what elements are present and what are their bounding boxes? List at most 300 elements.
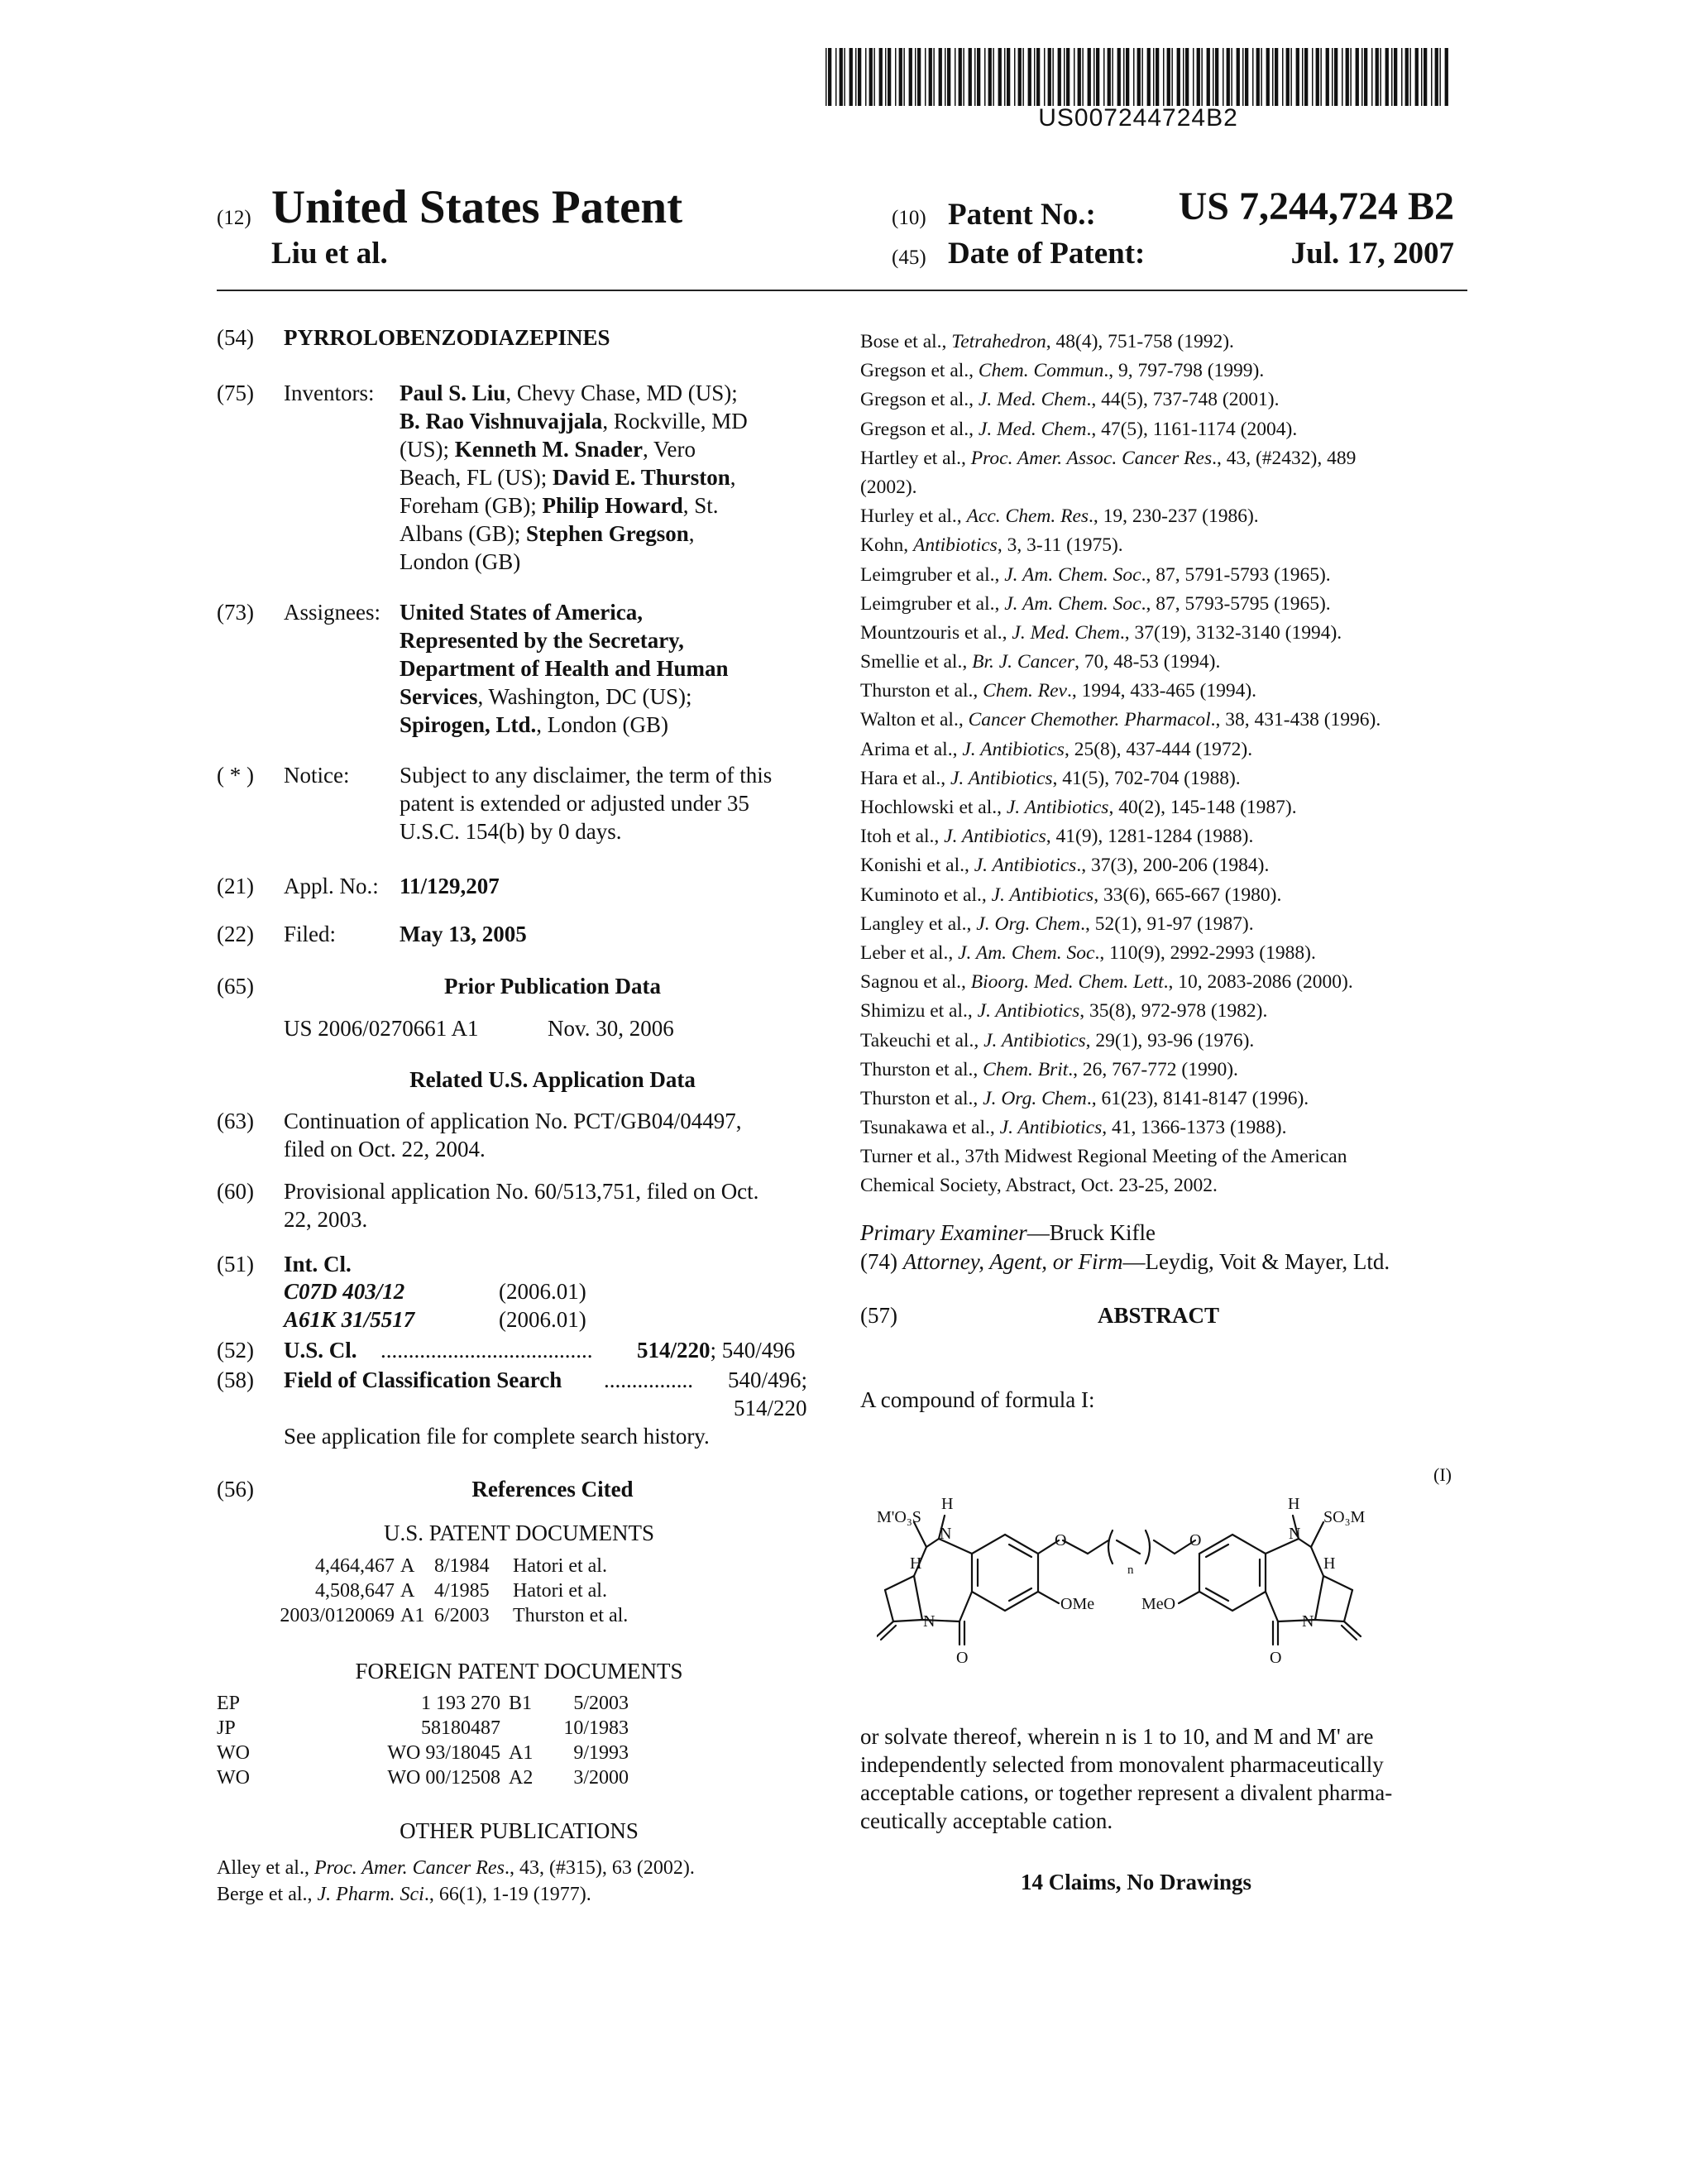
barcode-bar bbox=[1290, 48, 1292, 106]
barcode-bar bbox=[1242, 48, 1244, 106]
reference-item bbox=[860, 997, 1472, 1026]
barcode-bar bbox=[1007, 48, 1010, 106]
journal-name: J. Antibiotics bbox=[983, 1029, 1086, 1051]
notice-text bbox=[400, 761, 821, 845]
barcode-bar bbox=[1252, 48, 1254, 106]
barcode-bar bbox=[1296, 48, 1299, 106]
barcode-bar bbox=[1213, 48, 1214, 106]
us-doc-no: 4,508,647 bbox=[315, 1580, 395, 1602]
journal-name: Antibiotics bbox=[912, 534, 998, 557]
citation-text: , 3, 3-11 (1975). bbox=[997, 534, 1123, 557]
citation-text: Sagnou et al., bbox=[860, 971, 971, 994]
citation-text: , 29(1), 93-96 (1976). bbox=[1085, 1029, 1255, 1051]
reference-item bbox=[860, 473, 1472, 502]
citation-text: Hara et al., bbox=[860, 767, 950, 789]
inventor-text: , St. bbox=[682, 493, 719, 518]
provisional-line: Provisional application No. 60/513,751, filed on Oct. bbox=[284, 1179, 759, 1204]
barcode-bar bbox=[1153, 48, 1155, 106]
barcode-bar bbox=[1064, 48, 1065, 106]
citation-text: Leber et al., bbox=[860, 941, 959, 964]
us-doc-kind: A1 bbox=[400, 1605, 425, 1626]
us-cl-values bbox=[637, 1338, 795, 1363]
formula-n: N bbox=[940, 1525, 952, 1543]
journal-name: J. Antibiotics bbox=[1006, 797, 1109, 818]
notice-line: patent is extended or adjusted under 35 bbox=[400, 791, 749, 816]
journal-name: J. Med. Chem bbox=[978, 418, 1087, 440]
citation-text: Hochlowski et al., bbox=[860, 797, 1007, 818]
barcode-bar bbox=[1133, 48, 1135, 106]
abstract-heading: ABSTRACT bbox=[1098, 1303, 1220, 1328]
formula-h: H bbox=[1288, 1497, 1300, 1513]
us-doc-kind: A bbox=[400, 1580, 415, 1602]
chemical-structure-formula-i bbox=[877, 1497, 1456, 1688]
inventor-text: Philip Howard bbox=[542, 493, 683, 518]
citation-text: Shimizu et al., bbox=[860, 1000, 978, 1023]
inventor-line bbox=[400, 379, 821, 407]
field-search-value: 540/496; bbox=[728, 1367, 808, 1392]
barcode-bar bbox=[1123, 48, 1125, 106]
barcode-bar bbox=[1256, 48, 1260, 106]
foreign-doc-date: 9/1993 bbox=[573, 1742, 629, 1764]
reference-item bbox=[860, 444, 1472, 473]
barcode-bar bbox=[939, 48, 942, 106]
citation-text: , 48(4), 751-758 (1992). bbox=[1046, 331, 1234, 352]
journal-name: Proc. Amer. Assoc. Cancer Res bbox=[970, 447, 1213, 469]
citation-text: , 41, 1366-1373 (1988). bbox=[1102, 1117, 1287, 1139]
barcode-bar bbox=[1193, 48, 1194, 106]
barcode-bar bbox=[1409, 48, 1411, 106]
citation-text: Gregson et al., bbox=[860, 418, 979, 440]
examiner-name: —Bruck Kifle bbox=[1026, 1220, 1156, 1245]
int-cl-version: (2006.01) bbox=[499, 1307, 586, 1332]
barcode-bar bbox=[1185, 48, 1189, 106]
barcode-bar bbox=[873, 48, 875, 106]
citation-text: ., 19, 230-237 (1986). bbox=[1089, 505, 1259, 528]
reference-item bbox=[860, 386, 1472, 414]
patent-no-label: Patent No.: bbox=[948, 198, 1096, 232]
citation-text: , 25(8), 437-444 (1972). bbox=[1064, 738, 1253, 760]
code-63: (63) bbox=[217, 1109, 254, 1133]
continuation-line: Continuation of application No. PCT/GB04/04497, bbox=[284, 1109, 742, 1133]
barcode-bar bbox=[1034, 48, 1036, 106]
citation-text: , 41(5), 702-704 (1988). bbox=[1052, 767, 1241, 789]
barcode-bar bbox=[1245, 48, 1248, 106]
field-search-dots: ................ bbox=[604, 1367, 693, 1392]
barcode-bar bbox=[1163, 48, 1165, 106]
journal-name: J. Org. Chem bbox=[983, 1087, 1087, 1109]
citation-text: Berge et al., bbox=[217, 1884, 318, 1905]
barcode-bar bbox=[1376, 48, 1379, 106]
barcode-bar bbox=[1112, 48, 1113, 106]
abstract-intro: A compound of formula I: bbox=[860, 1387, 1095, 1412]
foreign-doc-cc: WO bbox=[217, 1767, 250, 1789]
journal-name: J. Antibiotics bbox=[962, 738, 1065, 760]
continuation-line: filed on Oct. 22, 2004. bbox=[284, 1137, 486, 1161]
notice-label: Notice: bbox=[284, 763, 350, 788]
barcode-bar bbox=[1394, 48, 1397, 106]
journal-name: J. Antibiotics bbox=[999, 1117, 1103, 1139]
barcode-bar bbox=[1326, 48, 1329, 106]
reference-item bbox=[860, 1027, 1472, 1056]
barcode-bar bbox=[840, 48, 843, 106]
formula-h: H bbox=[1323, 1554, 1336, 1573]
assignee-line bbox=[400, 682, 821, 711]
attorney-line bbox=[860, 1249, 1390, 1275]
journal-name: J. Org. Chem bbox=[976, 912, 1081, 935]
code-57: (57) bbox=[860, 1303, 897, 1328]
citation-text: Smellie et al., bbox=[860, 651, 973, 673]
barcode-bar bbox=[849, 48, 853, 106]
assignee-text: , London (GB) bbox=[536, 712, 669, 737]
barcode-bar bbox=[885, 48, 887, 106]
reference-item bbox=[860, 881, 1472, 910]
barcode-bar bbox=[1141, 48, 1143, 106]
date-label: Date of Patent: bbox=[948, 237, 1146, 271]
barcode-bar bbox=[933, 48, 935, 106]
int-cl-label: Int. Cl. bbox=[284, 1252, 352, 1276]
barcode-bar bbox=[1231, 48, 1232, 106]
inventor-line bbox=[400, 520, 821, 548]
citation-text: ., 10, 2083-2086 (2000). bbox=[1163, 971, 1353, 994]
foreign-doc-no: WO 93/18045 bbox=[387, 1742, 500, 1764]
inventor-text: David E. Thurston bbox=[552, 465, 730, 490]
citation-text: ., 43, (#2432), 489 bbox=[1212, 447, 1357, 469]
notice-line: U.S.C. 154(b) by 0 days. bbox=[400, 819, 622, 844]
barcode-bar bbox=[974, 48, 976, 106]
barcode-bar bbox=[1272, 48, 1274, 106]
barcode-bar bbox=[1346, 48, 1349, 106]
citation-text: Hartley et al., bbox=[860, 447, 971, 469]
inventor-text: London (GB) bbox=[400, 549, 521, 574]
assignee-line bbox=[400, 711, 821, 739]
formula-h: H bbox=[941, 1497, 954, 1513]
reference-item bbox=[860, 561, 1472, 590]
barcode-bar bbox=[929, 48, 932, 106]
examiner-line bbox=[860, 1220, 1156, 1246]
citation-text: ., 38, 431-438 (1996). bbox=[1210, 709, 1381, 731]
barcode-bar bbox=[865, 48, 867, 106]
barcode-bar bbox=[1380, 48, 1381, 106]
barcode-bar bbox=[903, 48, 905, 106]
us-doc-date: 4/1985 bbox=[434, 1580, 490, 1602]
prior-pub-date: Nov. 30, 2006 bbox=[548, 1016, 674, 1041]
code-notice: ( * ) bbox=[217, 763, 254, 788]
reference-item bbox=[860, 328, 1472, 357]
us-cl-dots: ...................................... bbox=[380, 1338, 593, 1363]
inventor-text: Foreham (GB); bbox=[400, 493, 543, 518]
citation-text: Takeuchi et al., bbox=[860, 1029, 984, 1051]
journal-name: J. Antibiotics bbox=[991, 884, 1094, 906]
reference-item bbox=[860, 793, 1472, 822]
barcode-bar bbox=[1171, 48, 1173, 106]
barcode-bar bbox=[1439, 48, 1441, 106]
other-pub-item bbox=[217, 1857, 695, 1880]
reference-item bbox=[860, 939, 1472, 968]
provisional-line: 22, 2003. bbox=[284, 1207, 368, 1232]
citation-text: (2002). bbox=[860, 476, 917, 498]
barcode-bar bbox=[1058, 48, 1061, 106]
barcode-bar bbox=[1156, 48, 1159, 106]
citation-text: ., 37(3), 200-206 (1984). bbox=[1076, 855, 1270, 877]
inventor-text: , bbox=[688, 521, 695, 546]
journal-name: Chem. Brit bbox=[983, 1058, 1069, 1080]
inventor-line bbox=[400, 407, 821, 435]
continuation-text bbox=[284, 1107, 821, 1163]
barcode-bar bbox=[1424, 48, 1427, 106]
us-cl-secondary: ; 540/496 bbox=[710, 1338, 796, 1363]
barcode-bar bbox=[1137, 48, 1141, 106]
barcode-bar bbox=[879, 48, 883, 106]
reference-item bbox=[860, 502, 1472, 531]
citation-text: ., 44(5), 737-748 (2001). bbox=[1086, 389, 1280, 411]
citation-text: Leimgruber et al., bbox=[860, 563, 1005, 586]
assignees-label: Assignees: bbox=[284, 600, 380, 625]
formula-m-left: M'O₃S bbox=[877, 1508, 921, 1526]
barcode-bar bbox=[1088, 48, 1091, 106]
journal-name: Cancer Chemother. Pharmacol bbox=[968, 709, 1211, 731]
barcode-bar bbox=[1445, 48, 1448, 106]
journal-name: Br. J. Cancer bbox=[972, 651, 1075, 673]
assignee-line bbox=[400, 654, 821, 682]
reference-item bbox=[860, 590, 1472, 619]
barcode-bar bbox=[888, 48, 891, 106]
formula-ome: OMe bbox=[1060, 1595, 1095, 1613]
barcode-bar bbox=[1431, 48, 1433, 106]
barcode-bar bbox=[1167, 48, 1170, 106]
citation-text: ., 87, 5793-5795 (1965). bbox=[1141, 592, 1331, 615]
filed-label: Filed: bbox=[284, 922, 337, 946]
barcode-bar bbox=[1004, 48, 1006, 106]
barcode-bar bbox=[1126, 48, 1129, 106]
citation-text: Alley et al., bbox=[217, 1857, 314, 1879]
journal-name: J. Antibiotics bbox=[977, 1000, 1080, 1023]
inventor-line bbox=[400, 463, 821, 491]
barcode-bar bbox=[1350, 48, 1352, 106]
formula-label: (I) bbox=[1433, 1464, 1452, 1485]
barcode-bar bbox=[1197, 48, 1200, 106]
journal-name: J. Med. Chem bbox=[978, 389, 1087, 411]
code-22: (22) bbox=[217, 922, 254, 946]
barcode-bar bbox=[1286, 48, 1290, 106]
other-pubs-heading: OTHER PUBLICATIONS bbox=[400, 1818, 639, 1843]
barcode-bar bbox=[1237, 48, 1240, 106]
reference-item bbox=[860, 619, 1472, 648]
barcode-bar bbox=[1405, 48, 1409, 106]
citation-text: Tsunakawa et al., bbox=[860, 1117, 1000, 1139]
barcode-bar bbox=[1282, 48, 1284, 106]
citation-text: Turner et al., 37th Midwest Regional Meeting of the American bbox=[860, 1146, 1347, 1168]
inventor-text: (US); bbox=[400, 437, 455, 462]
code-51: (51) bbox=[217, 1252, 254, 1276]
notice-line: Subject to any disclaimer, the term of this bbox=[400, 763, 773, 788]
barcode-bar bbox=[1342, 48, 1343, 106]
filed-date: May 13, 2005 bbox=[400, 922, 527, 946]
barcode-bar bbox=[1018, 48, 1022, 106]
citation-text: Walton et al., bbox=[860, 709, 969, 731]
barcode-bar bbox=[1036, 48, 1040, 106]
barcode-bar bbox=[1361, 48, 1363, 106]
barcode-bar bbox=[947, 48, 950, 106]
inventor-text: Albans (GB); bbox=[400, 521, 526, 546]
formula-o: O bbox=[1270, 1649, 1282, 1667]
citation-text: Thurston et al., bbox=[860, 1087, 983, 1109]
barcode-bar bbox=[1215, 48, 1218, 106]
foreign-doc-date: 10/1983 bbox=[563, 1717, 629, 1739]
authors: Liu et al. bbox=[271, 237, 388, 271]
barcode-bar bbox=[1385, 48, 1389, 106]
code-21: (21) bbox=[217, 874, 254, 898]
foreign-doc-kind: B1 bbox=[509, 1693, 533, 1714]
barcode-bar bbox=[977, 48, 980, 106]
citation-text: Gregson et al., bbox=[860, 389, 979, 411]
barcode-bar bbox=[899, 48, 902, 106]
journal-name: J. Am. Chem. Soc bbox=[1004, 592, 1141, 615]
foreign-doc-no: WO 00/12508 bbox=[387, 1767, 500, 1789]
abstract-line: or solvate thereof, wherein n is 1 to 10, and M and M' are bbox=[860, 1724, 1374, 1749]
prior-pub-number: US 2006/0270661 A1 bbox=[284, 1016, 479, 1041]
citation-text: , 33(6), 665-667 (1980). bbox=[1093, 884, 1282, 906]
citation-text: Itoh et al., bbox=[860, 826, 945, 848]
code-58: (58) bbox=[217, 1367, 254, 1392]
barcode-bar bbox=[1320, 48, 1322, 106]
barcode-number: US007244724B2 bbox=[1038, 104, 1238, 132]
formula-m-right: SO₃M bbox=[1323, 1508, 1366, 1526]
barcode-bar bbox=[993, 48, 994, 106]
field-search-label: Field of Classification Search bbox=[284, 1367, 562, 1392]
code-65: (65) bbox=[217, 974, 254, 999]
barcode-bar bbox=[1266, 48, 1270, 106]
citation-text: Kuminoto et al., bbox=[860, 884, 992, 906]
foreign-doc-date: 3/2000 bbox=[573, 1767, 629, 1789]
other-pub-item bbox=[217, 1884, 591, 1906]
barcode-bar bbox=[858, 48, 861, 106]
inventor-text: Stephen Gregson bbox=[525, 521, 689, 546]
assignee-line bbox=[400, 598, 821, 626]
abstract-line: acceptable cations, or together represent a divalent pharma- bbox=[860, 1780, 1393, 1805]
barcode-bar bbox=[1078, 48, 1081, 106]
barcode-bar bbox=[1096, 48, 1099, 106]
barcode-bar bbox=[1147, 48, 1151, 106]
citation-text: ., 61(23), 8141-8147 (1996). bbox=[1086, 1087, 1309, 1109]
barcode-bar bbox=[1261, 48, 1262, 106]
references-list bbox=[860, 328, 1472, 1201]
reference-item bbox=[860, 648, 1472, 677]
inventors-list bbox=[400, 379, 821, 576]
reference-item bbox=[860, 677, 1472, 706]
formula-n: N bbox=[1289, 1525, 1301, 1543]
barcode-bar bbox=[1304, 48, 1308, 106]
document-type: United States Patent bbox=[271, 181, 683, 233]
attorney-name: —Leydig, Voit & Mayer, Ltd. bbox=[1122, 1249, 1390, 1274]
barcode-bar bbox=[1052, 48, 1054, 106]
barcode-bar bbox=[844, 48, 845, 106]
inventor-text: Kenneth M. Snader bbox=[454, 437, 644, 462]
citation-text: ., 66(1), 1-19 (1977). bbox=[424, 1884, 591, 1905]
barcode-bar bbox=[1022, 48, 1024, 106]
inventor-line bbox=[400, 491, 821, 520]
inventor-text: Beach, FL (US); bbox=[400, 465, 553, 490]
foreign-doc-no: 58180487 bbox=[421, 1717, 500, 1739]
inventor-text: , Chevy Chase, MD (US); bbox=[505, 381, 738, 405]
barcode-bar bbox=[1415, 48, 1419, 106]
barcode-bar bbox=[984, 48, 986, 106]
citation-text: Chemical Society, Abstract, Oct. 23-25, 2002. bbox=[860, 1175, 1218, 1197]
claims-summary: 14 Claims, No Drawings bbox=[1021, 1870, 1252, 1894]
code-12: (12) bbox=[217, 207, 251, 229]
reference-item bbox=[860, 1085, 1472, 1114]
code-74: (74) bbox=[860, 1249, 897, 1274]
barcode-bar bbox=[1066, 48, 1070, 106]
code-52: (52) bbox=[217, 1338, 254, 1363]
inventors-label: Inventors: bbox=[284, 381, 375, 405]
barcode-bar bbox=[1421, 48, 1423, 106]
citation-text: ., 47(5), 1161-1174 (2004). bbox=[1086, 418, 1298, 440]
code-60: (60) bbox=[217, 1179, 254, 1204]
assignee-line bbox=[400, 626, 821, 654]
barcode-bar bbox=[963, 48, 964, 106]
abstract-line: independently selected from monovalent pharmaceutically bbox=[860, 1752, 1384, 1777]
provisional-text bbox=[284, 1177, 821, 1233]
formula-o: O bbox=[1055, 1531, 1067, 1549]
citation-text: Kohn, bbox=[860, 534, 913, 557]
barcode-bar bbox=[855, 48, 857, 106]
barcode-bar bbox=[1082, 48, 1084, 106]
assignee-text: Department of Health and Human bbox=[400, 656, 729, 681]
barcode-bar bbox=[925, 48, 926, 106]
int-cl-version: (2006.01) bbox=[499, 1279, 586, 1304]
related-heading: Related U.S. Application Data bbox=[409, 1067, 696, 1092]
inventor-line bbox=[400, 435, 821, 463]
assignee-text: United States of America, bbox=[400, 600, 643, 625]
citation-text: Thurston et al., bbox=[860, 680, 983, 702]
barcode-bar bbox=[1435, 48, 1438, 106]
barcode-bar bbox=[1391, 48, 1393, 106]
citation-text: Leimgruber et al., bbox=[860, 592, 1005, 615]
assignee-text: Spirogen, Ltd. bbox=[400, 712, 537, 737]
foreign-doc-kind: A1 bbox=[509, 1742, 534, 1764]
reference-item bbox=[860, 706, 1472, 735]
journal-name: J. Am. Chem. Soc bbox=[958, 941, 1095, 964]
barcode-bar bbox=[909, 48, 912, 106]
us-doc-no: 2003/0120069 bbox=[280, 1605, 395, 1626]
refs-cited-heading: References Cited bbox=[471, 1477, 634, 1502]
journal-name: J. Am. Chem. Soc bbox=[1004, 563, 1141, 586]
barcode-bar bbox=[1223, 48, 1224, 106]
foreign-doc-cc: JP bbox=[217, 1717, 236, 1739]
barcode-bar bbox=[895, 48, 897, 106]
journal-name: Chem. Rev bbox=[983, 680, 1067, 702]
journal-name: J. Antibiotics bbox=[950, 767, 1053, 789]
appl-number: 11/129,207 bbox=[400, 874, 500, 898]
prior-pub-heading: Prior Publication Data bbox=[444, 974, 661, 999]
assignee-text: Services bbox=[400, 684, 478, 709]
citation-text: Mountzouris et al., bbox=[860, 621, 1012, 644]
barcode-bar bbox=[917, 48, 921, 106]
journal-name: J. Antibiotics bbox=[944, 826, 1046, 848]
patent-date: Jul. 17, 2007 bbox=[1290, 237, 1454, 271]
reference-item bbox=[860, 764, 1472, 793]
barcode-bar bbox=[1227, 48, 1230, 106]
us-doc-no: 4,464,467 bbox=[315, 1555, 395, 1577]
reference-item bbox=[860, 531, 1472, 560]
us-cl-primary: 514/220 bbox=[637, 1338, 711, 1363]
citation-text: Thurston et al., bbox=[860, 1058, 983, 1080]
barcode-bar bbox=[959, 48, 962, 106]
reference-item bbox=[860, 1171, 1472, 1200]
citation-text: ., 43, (#315), 63 (2002). bbox=[504, 1857, 695, 1879]
barcode-bar bbox=[1207, 48, 1210, 106]
formula-sub-n: n bbox=[1127, 1564, 1134, 1577]
